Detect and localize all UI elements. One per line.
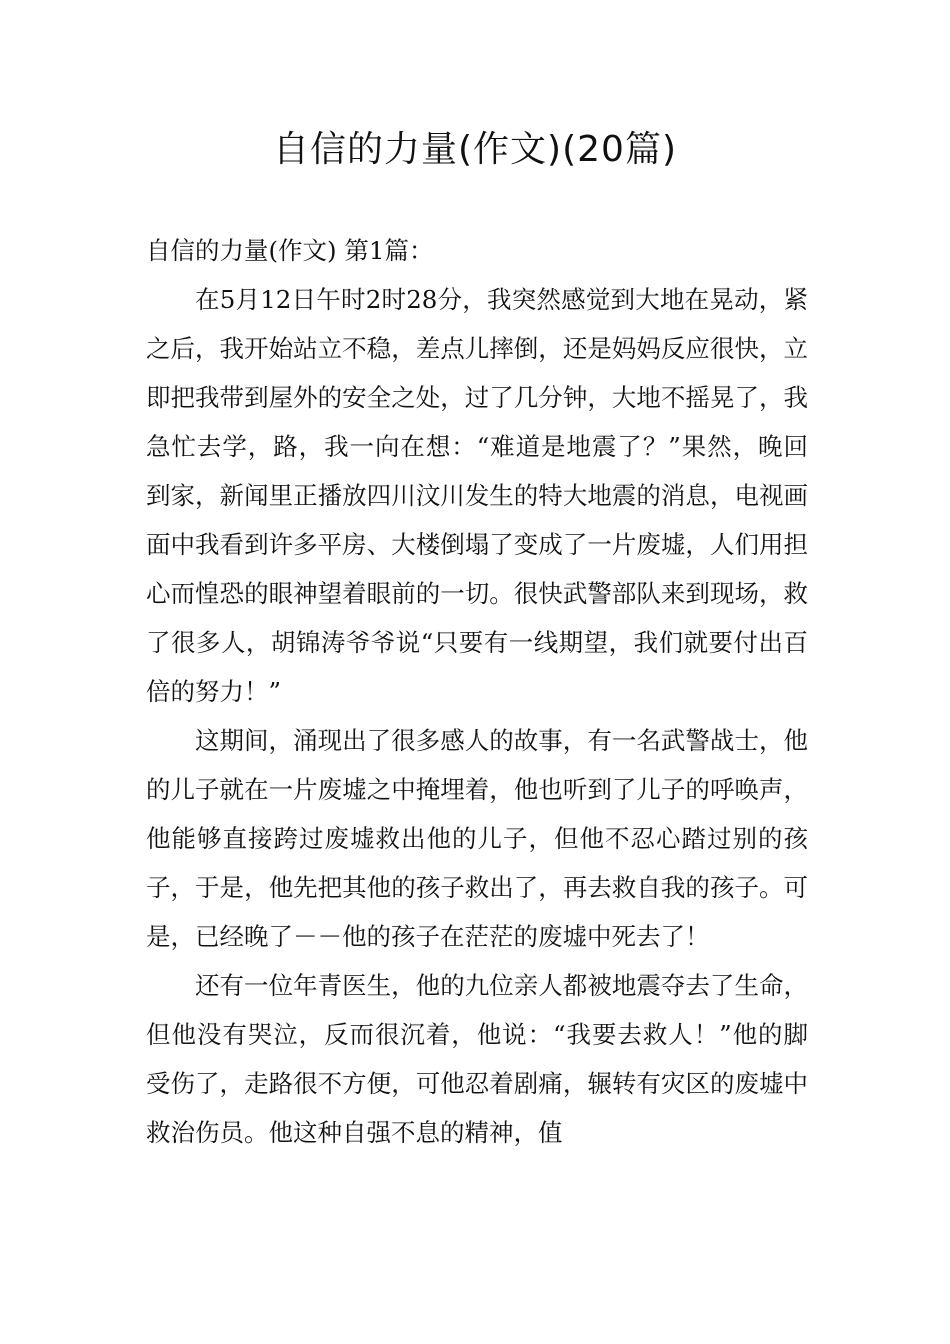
paragraph-3: 还有一位年青医生，他的九位亲人都被地震夺去了生命，但他没有哭泣，反而很沉着，他说：“我要去救人！”他的脚受伤了，走路很不方便，可他忍着剧痛，辗转有灾区的废墟中救治伤员。他这种自强不息的精神，值 bbox=[146, 971, 808, 1147]
paragraph-1: 在5月12日午时2时28分，我突然感觉到大地在晃动，紧之后，我开始站立不稳，差点儿摔倒，还是妈妈反应很快，立即把我带到屋外的安全之处，过了几分钟，大地不摇晃了，我急忙去学，路，我一向在想：“难道是地震了？”果然，晚回到家，新闻里正播放四川汶川发生的特大地震的消息，电视画面中我看到许多平房、大楼倒塌了变成了一片废墟，人们用担心而惶恐的眼神望着眼前的一切。很快武警部队来到现场，救了很多人，胡锦涛爷爷说“只要有一线期望，我们就要付出百倍的努力！” bbox=[146, 285, 808, 706]
section-heading: 自信的力量(作文) 第1篇： bbox=[146, 236, 434, 265]
document-body bbox=[146, 226, 808, 1157]
document-title: 自信的力量(作文)(20篇) bbox=[273, 129, 677, 170]
paragraph-2: 这期间，涌现出了很多感人的故事，有一名武警战士，他的儿子就在一片废墟之中掩埋着，他也听到了儿子的呼唤声，他能够直接跨过废墟救出他的儿子，但他不忍心踏过别的孩子，于是，他先把其他的孩子救出了，再去救自我的孩子。可是，已经晚了－－他的孩子在茫茫的废墟中死去了！ bbox=[146, 726, 808, 951]
